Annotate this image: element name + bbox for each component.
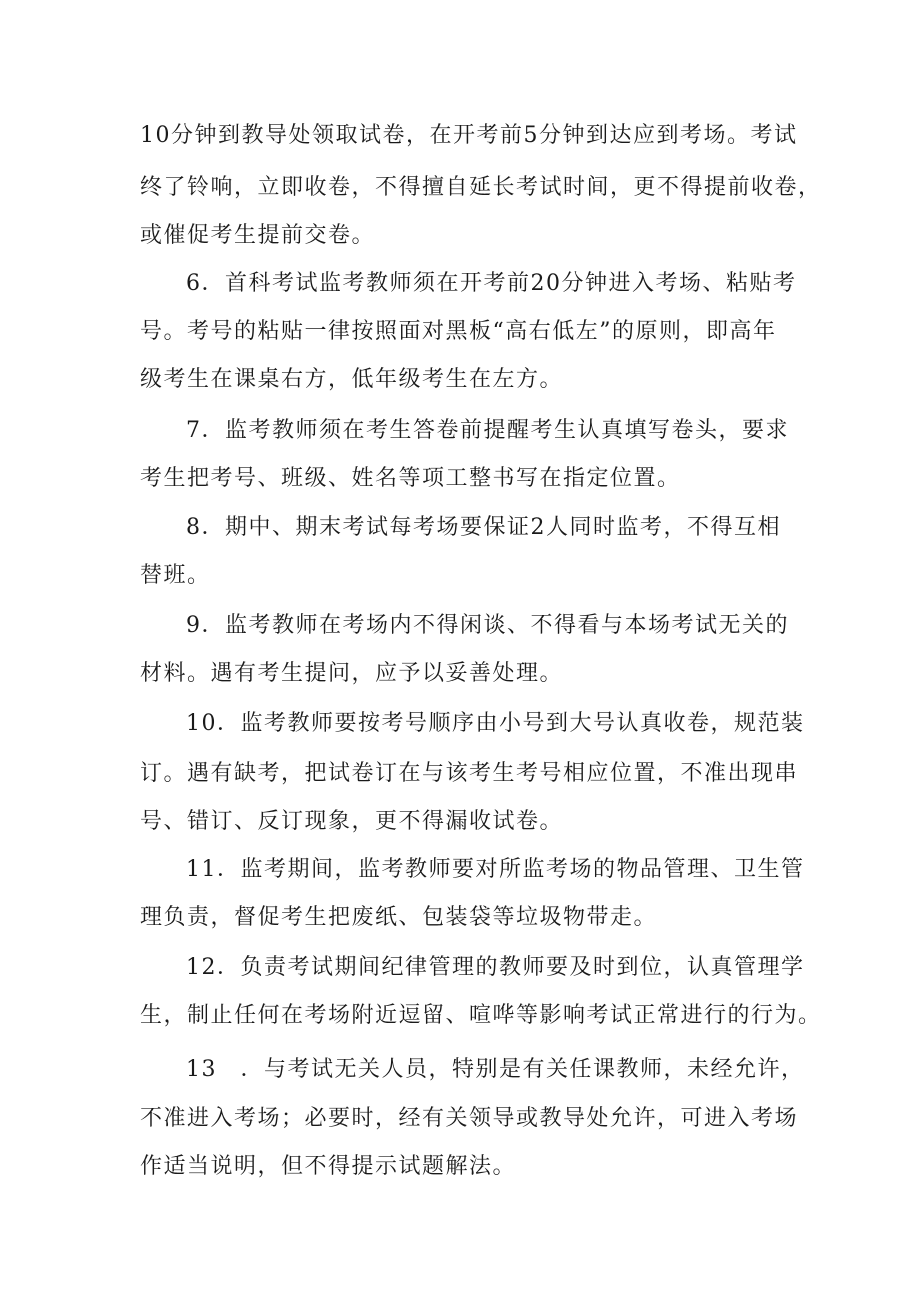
paragraph-12-line-1: 12．负责考试期间纪律管理的教师要及时到位，认真管理学 [186, 955, 805, 980]
paragraph-11-line-1: 11．监考期间，监考教师要对所监考场的物品管理、卫生管 [186, 857, 805, 882]
paragraph-6-line-3: 级考生在课桌右方，低年级考生在左方。 [140, 367, 564, 392]
paragraph-10-line-1: 10．监考教师要按考号顺序由小号到大号认真收卷，规范装 [186, 711, 805, 736]
paragraph-6-line-2: 号。考号的粘贴一律按照面对黑板“高右低左”的原则，即高年 [140, 319, 777, 344]
paragraph-10-line-3: 号、错订、反订现象，更不得漏收试卷。 [140, 809, 564, 834]
paragraph-13-line-1: 13 ．与考试无关人员，特别是有关任课教师，未经允许， [186, 1057, 805, 1082]
paragraph-8-line-1: 8．期中、期末考试每考场要保证2人同时监考，不得互相 [186, 515, 781, 540]
paragraph-12-line-2: 生，制止任何在考场附近逗留、喧哗等影响考试正常进行的行为。 [140, 1003, 822, 1028]
paragraph-9-line-2: 材料。遇有考生提问，应予以妥善处理。 [140, 661, 564, 686]
paragraph-1-line-2: 终了铃响，立即收卷，不得擅自延长考试时间，更不得提前收卷， [140, 175, 822, 200]
paragraph-8-line-2: 替班。 [140, 563, 211, 588]
paragraph-10-line-2: 订。遇有缺考，把试卷订在与该考生考号相应位置，不准出现串 [140, 761, 799, 786]
paragraph-1-line-3: 或催促考生提前交卷。 [140, 223, 376, 248]
paragraph-11-line-2: 理负责，督促考生把废纸、包装袋等垃圾物带走。 [140, 905, 658, 930]
paragraph-7-line-1: 7．监考教师须在考生答卷前提醒考生认真填写卷头，要求 [186, 418, 789, 443]
paragraph-9-line-1: 9．监考教师在考场内不得闲谈、不得看与本场考试无关的 [186, 613, 789, 638]
paragraph-13-line-2: 不准进入考场；必要时，经有关领导或教导处允许，可进入考场 [140, 1106, 799, 1131]
paragraph-1-line-1: 10分钟到教导处领取试卷，在开考前5分钟到达应到考场。考试 [140, 123, 798, 148]
paragraph-6-line-1: 6．首科考试监考教师须在开考前20分钟进入考场、粘贴考 [186, 271, 797, 296]
paragraph-13-line-3: 作适当说明，但不得提示试题解法。 [140, 1154, 517, 1179]
paragraph-7-line-2: 考生把考号、班级、姓名等项工整书写在指定位置。 [140, 466, 681, 491]
